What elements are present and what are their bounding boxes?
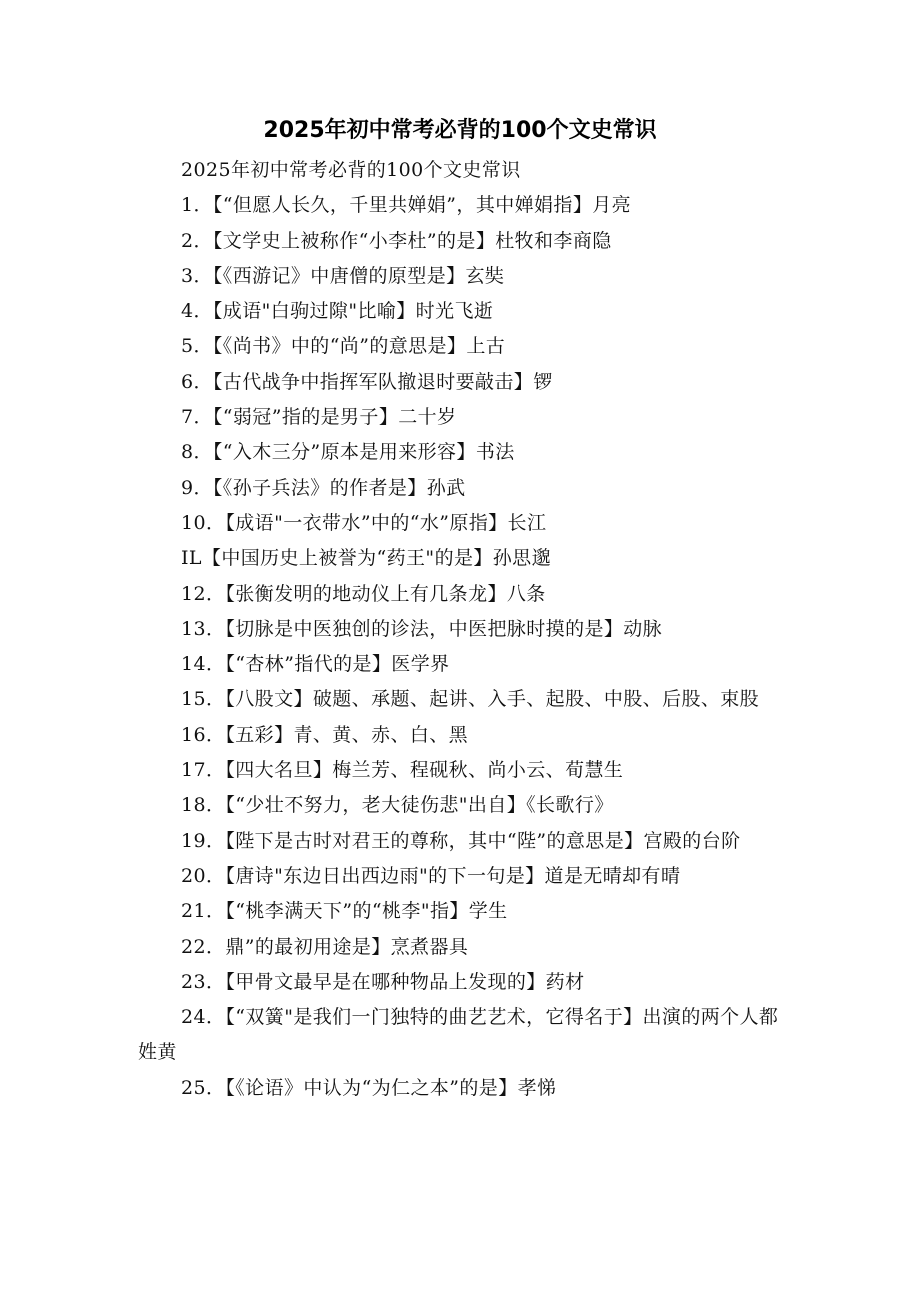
list-item: 21．【“桃李满天下”的“桃李"指】学生 <box>181 900 508 923</box>
list-item: 13．【切脉是中医独创的诊法，中医把脉时摸的是】动脉 <box>181 617 663 640</box>
list-item: 8．【“入木三分”原本是用来形容】书法 <box>181 441 515 464</box>
list-item: 1．【“但愿人长久，千里共婵娟”，其中婵娟指】月亮 <box>181 194 632 217</box>
document-title: 2025年初中常考必背的100个文史常识 <box>263 118 657 143</box>
list-item: 24．【“双簧"是我们一门独特的曲艺艺术，它得名于】出演的两个人都姓黄 <box>138 1006 779 1064</box>
list-item: 9．【《孙子兵法》的作者是】孙武 <box>181 476 466 499</box>
list-item: 12．【张衡发明的地动仪上有几条龙】八条 <box>181 582 546 605</box>
list-item: 14．【“杏林”指代的是】医学界 <box>181 653 450 676</box>
list-item: 25．【《论语》中认为“为仁之本”的是】孝悌 <box>181 1076 557 1099</box>
document-body <box>138 153 788 1106</box>
list-item: 6．【古代战争中指挥军队撤退时要敲击】锣 <box>181 370 553 393</box>
list-item: IL【中国历史上被誉为“药王"的是】孙思邈 <box>181 547 551 570</box>
list-item: 2．【文学史上被称作“小李杜”的是】杜牧和李商隐 <box>181 229 612 252</box>
subtitle-line: 2025年初中常考必背的100个文史常识 <box>181 159 521 181</box>
list-item: 10．【成语"一衣带水”中的“水”原指】长江 <box>181 511 547 534</box>
list-item: 3．【《西游记》中唐僧的原型是】玄奘 <box>181 264 505 287</box>
list-item: 16．【五彩】青、黄、赤、白、黑 <box>181 723 469 746</box>
list-item: 20．【唐诗"东边日出西边雨"的下一句是】道是无晴却有晴 <box>181 864 681 887</box>
list-item: 18．【“少壮不努力，老大徒伤悲"出自】《长歌行》 <box>181 794 614 817</box>
list-item: 4．【成语"白驹过隙"比喻】时光飞逝 <box>181 300 494 323</box>
list-item: 5．【《尚书》中的“尚”的意思是】上古 <box>181 335 506 358</box>
list-item: 19．【陛下是古时对君王的尊称，其中“陛”的意思是】宫殿的台阶 <box>181 829 741 852</box>
list-item: 15．【八股文】破题、承题、起讲、入手、起股、中股、后股、束股 <box>181 688 760 711</box>
list-item: 7．【“弱冠”指的是男子】二十岁 <box>181 406 457 429</box>
list-item: 23．【甲骨文最早是在哪种物品上发现的】药材 <box>181 970 585 993</box>
list-item: 17．【四大名旦】梅兰芳、程砚秋、尚小云、荀慧生 <box>181 759 624 782</box>
list-item: 22．鼎”的最初用途是】烹煮器具 <box>181 935 469 958</box>
